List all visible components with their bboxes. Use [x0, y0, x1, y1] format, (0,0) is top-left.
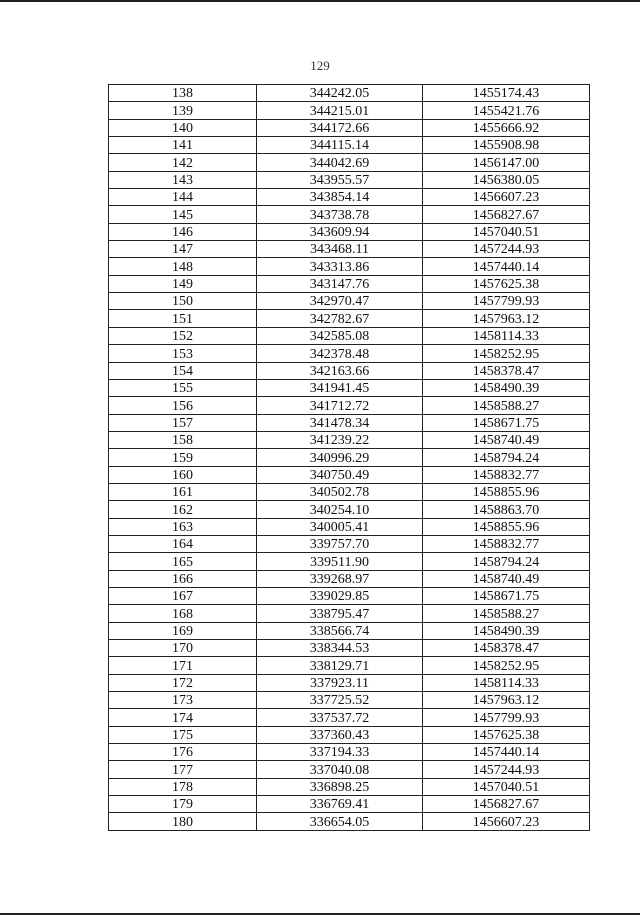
point-number-cell: 160 — [109, 466, 257, 483]
point-number-cell: 156 — [109, 397, 257, 414]
point-number-cell: 141 — [109, 137, 257, 154]
x-coordinate-cell: 342585.08 — [257, 327, 423, 344]
table-row — [109, 258, 590, 275]
point-number-cell: 170 — [109, 640, 257, 657]
y-coordinate-cell: 1457625.38 — [423, 275, 590, 292]
point-number-cell: 159 — [109, 449, 257, 466]
point-number-cell: 179 — [109, 796, 257, 813]
y-coordinate-cell: 1458794.24 — [423, 553, 590, 570]
page-number: 129 — [310, 58, 330, 73]
y-coordinate-cell: 1457799.93 — [423, 293, 590, 310]
table-row — [109, 379, 590, 396]
point-number-cell: 176 — [109, 744, 257, 761]
x-coordinate-cell: 336769.41 — [257, 796, 423, 813]
x-coordinate-cell: 338795.47 — [257, 605, 423, 622]
x-coordinate-cell: 340005.41 — [257, 518, 423, 535]
y-coordinate-cell: 1456827.67 — [423, 796, 590, 813]
y-coordinate-cell: 1457625.38 — [423, 726, 590, 743]
table-row — [109, 137, 590, 154]
point-number-cell: 145 — [109, 206, 257, 223]
x-coordinate-cell: 343955.57 — [257, 171, 423, 188]
x-coordinate-cell: 339511.90 — [257, 553, 423, 570]
x-coordinate-cell: 343468.11 — [257, 241, 423, 258]
coordinate-table — [108, 84, 590, 831]
y-coordinate-cell: 1457963.12 — [423, 692, 590, 709]
y-coordinate-cell: 1458490.39 — [423, 379, 590, 396]
y-coordinate-cell: 1458252.95 — [423, 345, 590, 362]
table-row — [109, 657, 590, 674]
y-coordinate-cell: 1456607.23 — [423, 813, 590, 830]
table-row — [109, 466, 590, 483]
y-coordinate-cell: 1458490.39 — [423, 622, 590, 639]
table-row — [109, 154, 590, 171]
point-number-cell: 161 — [109, 483, 257, 500]
x-coordinate-cell: 337537.72 — [257, 709, 423, 726]
y-coordinate-cell: 1458114.33 — [423, 327, 590, 344]
y-coordinate-cell: 1458855.96 — [423, 483, 590, 500]
x-coordinate-cell: 341712.72 — [257, 397, 423, 414]
point-number-cell: 147 — [109, 241, 257, 258]
table-row — [109, 483, 590, 500]
point-number-cell: 157 — [109, 414, 257, 431]
table-row — [109, 761, 590, 778]
point-number-cell: 178 — [109, 778, 257, 795]
point-number-cell: 148 — [109, 258, 257, 275]
table-row — [109, 449, 590, 466]
point-number-cell: 154 — [109, 362, 257, 379]
y-coordinate-cell: 1458588.27 — [423, 397, 590, 414]
table-row — [109, 431, 590, 448]
table-row — [109, 310, 590, 327]
point-number-cell: 166 — [109, 570, 257, 587]
point-number-cell: 163 — [109, 518, 257, 535]
y-coordinate-cell: 1458855.96 — [423, 518, 590, 535]
point-number-cell: 167 — [109, 587, 257, 604]
y-coordinate-cell: 1458252.95 — [423, 657, 590, 674]
point-number-cell: 142 — [109, 154, 257, 171]
point-number-cell: 174 — [109, 709, 257, 726]
x-coordinate-cell: 339029.85 — [257, 587, 423, 604]
y-coordinate-cell: 1457440.14 — [423, 258, 590, 275]
y-coordinate-cell: 1458378.47 — [423, 640, 590, 657]
y-coordinate-cell: 1456380.05 — [423, 171, 590, 188]
x-coordinate-cell: 339757.70 — [257, 535, 423, 552]
x-coordinate-cell: 340254.10 — [257, 501, 423, 518]
x-coordinate-cell: 341478.34 — [257, 414, 423, 431]
y-coordinate-cell: 1458588.27 — [423, 605, 590, 622]
y-coordinate-cell: 1458863.70 — [423, 501, 590, 518]
y-coordinate-cell: 1457963.12 — [423, 310, 590, 327]
x-coordinate-cell: 343738.78 — [257, 206, 423, 223]
x-coordinate-cell: 336654.05 — [257, 813, 423, 830]
y-coordinate-cell: 1457040.51 — [423, 223, 590, 240]
table-row — [109, 778, 590, 795]
x-coordinate-cell: 339268.97 — [257, 570, 423, 587]
table-row — [109, 674, 590, 691]
x-coordinate-cell: 343609.94 — [257, 223, 423, 240]
x-coordinate-cell: 338566.74 — [257, 622, 423, 639]
x-coordinate-cell: 337040.08 — [257, 761, 423, 778]
y-coordinate-cell: 1456827.67 — [423, 206, 590, 223]
table-row — [109, 397, 590, 414]
table-row — [109, 241, 590, 258]
y-coordinate-cell: 1455421.76 — [423, 102, 590, 119]
coordinate-table-body — [109, 85, 590, 831]
table-row — [109, 223, 590, 240]
point-number-cell: 173 — [109, 692, 257, 709]
x-coordinate-cell: 341941.45 — [257, 379, 423, 396]
point-number-cell: 162 — [109, 501, 257, 518]
table-row — [109, 744, 590, 761]
x-coordinate-cell: 337194.33 — [257, 744, 423, 761]
x-coordinate-cell: 337360.43 — [257, 726, 423, 743]
x-coordinate-cell: 336898.25 — [257, 778, 423, 795]
point-number-cell: 177 — [109, 761, 257, 778]
x-coordinate-cell: 341239.22 — [257, 431, 423, 448]
table-row — [109, 275, 590, 292]
point-number-cell: 172 — [109, 674, 257, 691]
table-row — [109, 501, 590, 518]
table-row — [109, 293, 590, 310]
point-number-cell: 144 — [109, 189, 257, 206]
x-coordinate-cell: 340502.78 — [257, 483, 423, 500]
x-coordinate-cell: 338344.53 — [257, 640, 423, 657]
table-row — [109, 119, 590, 136]
table-row — [109, 189, 590, 206]
x-coordinate-cell: 337725.52 — [257, 692, 423, 709]
point-number-cell: 151 — [109, 310, 257, 327]
point-number-cell: 150 — [109, 293, 257, 310]
table-row — [109, 345, 590, 362]
point-number-cell: 171 — [109, 657, 257, 674]
table-row — [109, 362, 590, 379]
y-coordinate-cell: 1458794.24 — [423, 449, 590, 466]
y-coordinate-cell: 1458671.75 — [423, 414, 590, 431]
x-coordinate-cell: 342378.48 — [257, 345, 423, 362]
point-number-cell: 158 — [109, 431, 257, 448]
point-number-cell: 180 — [109, 813, 257, 830]
x-coordinate-cell: 344042.69 — [257, 154, 423, 171]
y-coordinate-cell: 1457799.93 — [423, 709, 590, 726]
table-row — [109, 206, 590, 223]
table-row — [109, 587, 590, 604]
table-row — [109, 726, 590, 743]
point-number-cell: 155 — [109, 379, 257, 396]
y-coordinate-cell: 1455666.92 — [423, 119, 590, 136]
point-number-cell: 175 — [109, 726, 257, 743]
point-number-cell: 165 — [109, 553, 257, 570]
table-row — [109, 622, 590, 639]
point-number-cell: 153 — [109, 345, 257, 362]
x-coordinate-cell: 338129.71 — [257, 657, 423, 674]
point-number-cell: 152 — [109, 327, 257, 344]
y-coordinate-cell: 1457440.14 — [423, 744, 590, 761]
table-row — [109, 102, 590, 119]
table-row — [109, 640, 590, 657]
x-coordinate-cell: 340750.49 — [257, 466, 423, 483]
point-number-cell: 143 — [109, 171, 257, 188]
y-coordinate-cell: 1458832.77 — [423, 466, 590, 483]
x-coordinate-cell: 344242.05 — [257, 85, 423, 102]
point-number-cell: 168 — [109, 605, 257, 622]
table-row — [109, 414, 590, 431]
y-coordinate-cell: 1457244.93 — [423, 761, 590, 778]
y-coordinate-cell: 1458740.49 — [423, 431, 590, 448]
table-row — [109, 327, 590, 344]
y-coordinate-cell: 1457040.51 — [423, 778, 590, 795]
table-row — [109, 518, 590, 535]
table-row — [109, 553, 590, 570]
y-coordinate-cell: 1458832.77 — [423, 535, 590, 552]
x-coordinate-cell: 343313.86 — [257, 258, 423, 275]
table-row — [109, 813, 590, 830]
x-coordinate-cell: 344115.14 — [257, 137, 423, 154]
y-coordinate-cell: 1458378.47 — [423, 362, 590, 379]
x-coordinate-cell: 342970.47 — [257, 293, 423, 310]
point-number-cell: 139 — [109, 102, 257, 119]
x-coordinate-cell: 344172.66 — [257, 119, 423, 136]
x-coordinate-cell: 344215.01 — [257, 102, 423, 119]
point-number-cell: 140 — [109, 119, 257, 136]
y-coordinate-cell: 1455174.43 — [423, 85, 590, 102]
y-coordinate-cell: 1458740.49 — [423, 570, 590, 587]
table-row — [109, 692, 590, 709]
table-row — [109, 171, 590, 188]
point-number-cell: 149 — [109, 275, 257, 292]
x-coordinate-cell: 337923.11 — [257, 674, 423, 691]
table-row — [109, 796, 590, 813]
y-coordinate-cell: 1456607.23 — [423, 189, 590, 206]
table-row — [109, 85, 590, 102]
point-number-cell: 164 — [109, 535, 257, 552]
x-coordinate-cell: 342163.66 — [257, 362, 423, 379]
table-row — [109, 709, 590, 726]
table-row — [109, 535, 590, 552]
y-coordinate-cell: 1455908.98 — [423, 137, 590, 154]
x-coordinate-cell: 340996.29 — [257, 449, 423, 466]
y-coordinate-cell: 1458114.33 — [423, 674, 590, 691]
table-row — [109, 570, 590, 587]
point-number-cell: 146 — [109, 223, 257, 240]
y-coordinate-cell: 1458671.75 — [423, 587, 590, 604]
point-number-cell: 169 — [109, 622, 257, 639]
y-coordinate-cell: 1457244.93 — [423, 241, 590, 258]
point-number-cell: 138 — [109, 85, 257, 102]
x-coordinate-cell: 343854.14 — [257, 189, 423, 206]
y-coordinate-cell: 1456147.00 — [423, 154, 590, 171]
x-coordinate-cell: 342782.67 — [257, 310, 423, 327]
table-row — [109, 605, 590, 622]
x-coordinate-cell: 343147.76 — [257, 275, 423, 292]
